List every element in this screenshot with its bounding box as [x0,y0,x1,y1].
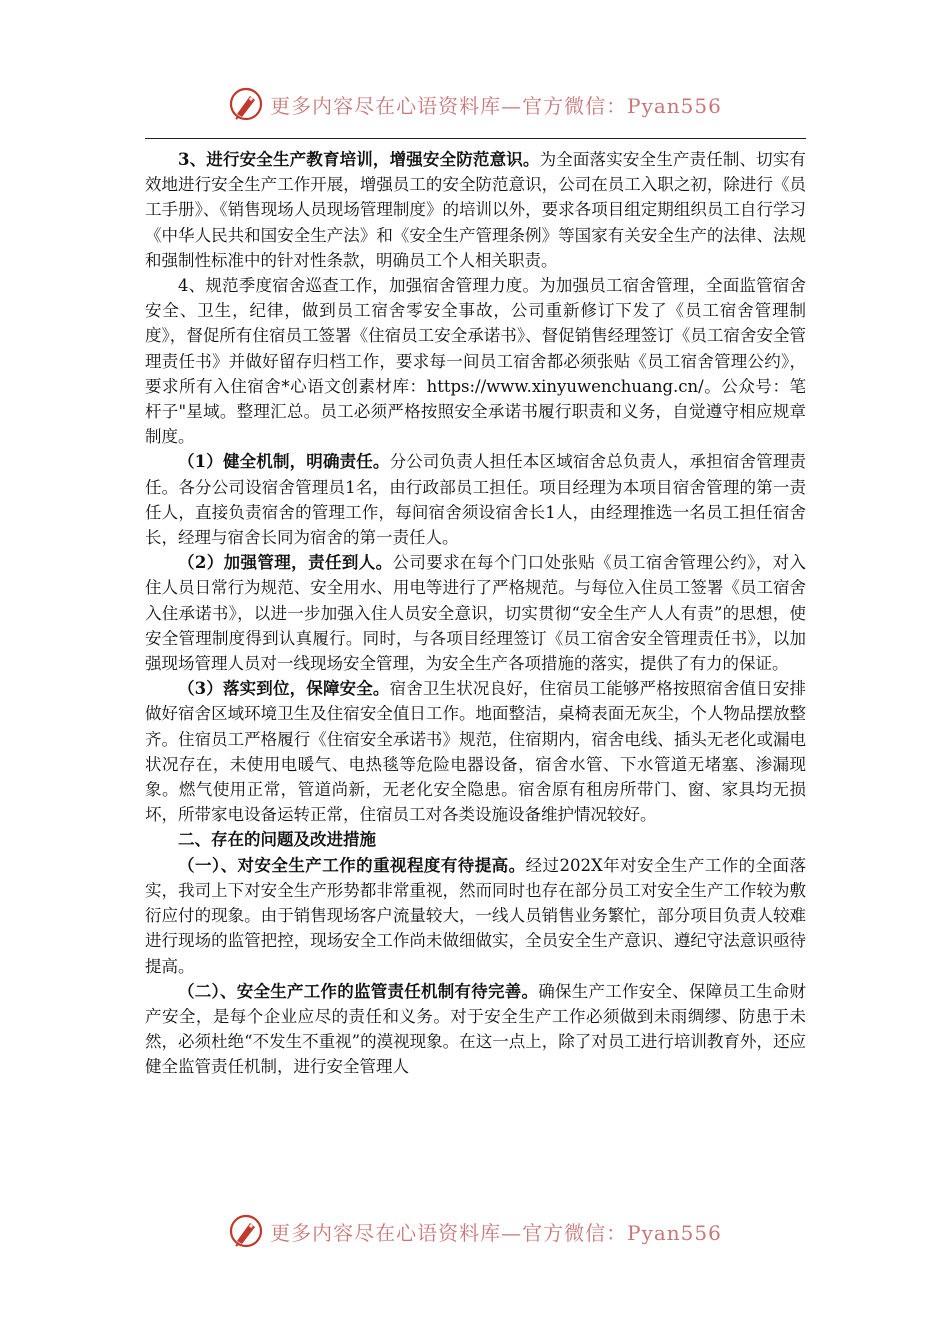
paragraph-1 [145,147,806,273]
header-banner-text: 更多内容尽在心语资料库—官方微信：Pyan556 [270,93,722,118]
document-body [145,147,806,1080]
paragraph-heading: （二）、安全生产工作的监管责任机制有待完善。 [178,981,539,1001]
pen-nib-icon [228,1213,264,1249]
paragraph-3 [145,449,806,550]
paragraph-text: 为全面落实安全生产责任制、切实有效地进行安全生产工作开展，增强员工的安全防范意识，公司在员工入职之初，除进行《员工手册》、《销售现场人员现场管理制度》的培训以外，要求各项目组定期组织员工自行学习《中华人民共和国安全生产法》和《安全生产管理条例》等国家有关安全生产的法律、法规和强制性标准中的针对性条款，明确员工个人相关职责。 [145,150,807,270]
paragraph-heading: （1）健全机制，明确责任。 [178,452,390,472]
section-heading-text: 二、存在的问题及改进措施 [178,830,376,850]
paragraph-text: 4、规范季度宿舍巡查工作，加强宿舍管理力度。为加强员工宿舍管理，全面监管宿舍安全、卫生，纪律，做到员工宿舍零安全事故，公司重新修订下发了《员工宿舍管理制度》，督促所有住宿员工签署《住宿员工安全承诺书》、督促销售经理签订《员工宿舍安全管理责任书》并做好留存归档工作，要求每一间员工宿舍都必须张贴《员工宿舍管理公约》，要求所有入住宿舍*心语文创素材库：https://www.xinyuwenchuang.cn/。公众号：笔杆子"星域。整理汇总。员工必须严格按照安全承诺书履行职责和义务，自觉遵守相应规章制度。 [145,276,806,447]
footer-banner-text: 更多内容尽在心语资料库—官方微信：Pyan556 [270,1220,722,1245]
header-divider [145,138,806,139]
paragraph-text: 公司要求在每个门口处张贴《员工宿舍管理公约》，对入住人员日常行为规范、安全用水、用电等进行了严格规范。与每位入住员工签署《员工宿舍入住承诺书》，以进一步加强入住人员安全意识，切实贯彻“安全生产人人有责”的思想，使安全管理制度得到认真履行。同时，与各项目经理签订《员工宿舍安全管理责任书》，以加强现场管理人员对一线现场安全管理，为安全生产各项措施的落实，提供了有力的保证。 [145,553,807,674]
paragraph-text: 经过202X年对安全生产工作的全面落实，我司上下对安全生产形势都非常重视，然而同时也存在部分员工对安全生产工作较为敷衍应付的现象。由于销售现场客户流量较大，一线人员销售业务繁忙，部分项目负责人较难进行现场的监管把控，现场安全工作尚未做细做实，全员安全生产意识、遵纪守法意识亟待提高。 [145,855,807,976]
paragraph-heading: （一）、对安全生产工作的重视程度有待提高。 [178,855,526,875]
paragraph-text: 确保生产工作安全、保障员工生命财产安全，是每个企业应尽的责任和义务。对于安全生产工作必须做到未雨绸缪、防患于未然，必须杜绝“不发生不重视”的漠视现象。在这一点上，除了对员工进行培训教育外，还应健全监管责任机制，进行安全管理人 [145,981,806,1077]
paragraph-heading: 3、进行安全生产教育培训，增强安全防范意识。 [178,150,540,169]
paragraph-text: 宿舍卫生状况良好，住宿员工能够严格按照宿舍值日安排做好宿舍区域环境卫生及住宿安全值日工作。地面整洁，桌椅表面无灰尘，个人物品摆放整齐。住宿员工严格履行《住宿安全承诺书》规范，住宿期内，宿舍电线、插头无老化或漏电状况存在，未使用电暖气、电热毯等危险电器设备，宿舍水管、下水管道无堵塞、渗漏现象。燃气使用正常，管道尚新，无老化安全隐患。宿舍原有租房所带门、窗、家具均无损坏，所带家电设备运转正常，住宿员工对各类设施设备维护情况较好。 [145,679,807,825]
paragraph-7 [145,853,806,979]
paragraph-text: 分公司负责人担任本区域宿舍总负责人，承担宿舍管理责任。各分公司设宿舍管理员1名，由行政部员工担任。项目经理为本项目宿舍管理的第一责任人，直接负责宿舍的管理工作，每间宿舍须设宿舍长1人，由经理推选一名员工担任宿舍长，经理与宿舍长同为宿舍的第一责任人。 [145,452,807,548]
section-heading [145,827,806,852]
footer-banner [0,1211,950,1251]
paragraph-heading: （2）加强管理，责任到人。 [178,553,393,573]
paragraph-2 [145,273,806,449]
paragraph-8 [145,979,806,1080]
paragraph-5 [145,676,806,827]
paragraph-heading: （3）落实到位，保障安全。 [178,679,390,699]
paragraph-4 [145,550,806,676]
header-banner [0,84,950,124]
pen-nib-icon [228,86,264,122]
